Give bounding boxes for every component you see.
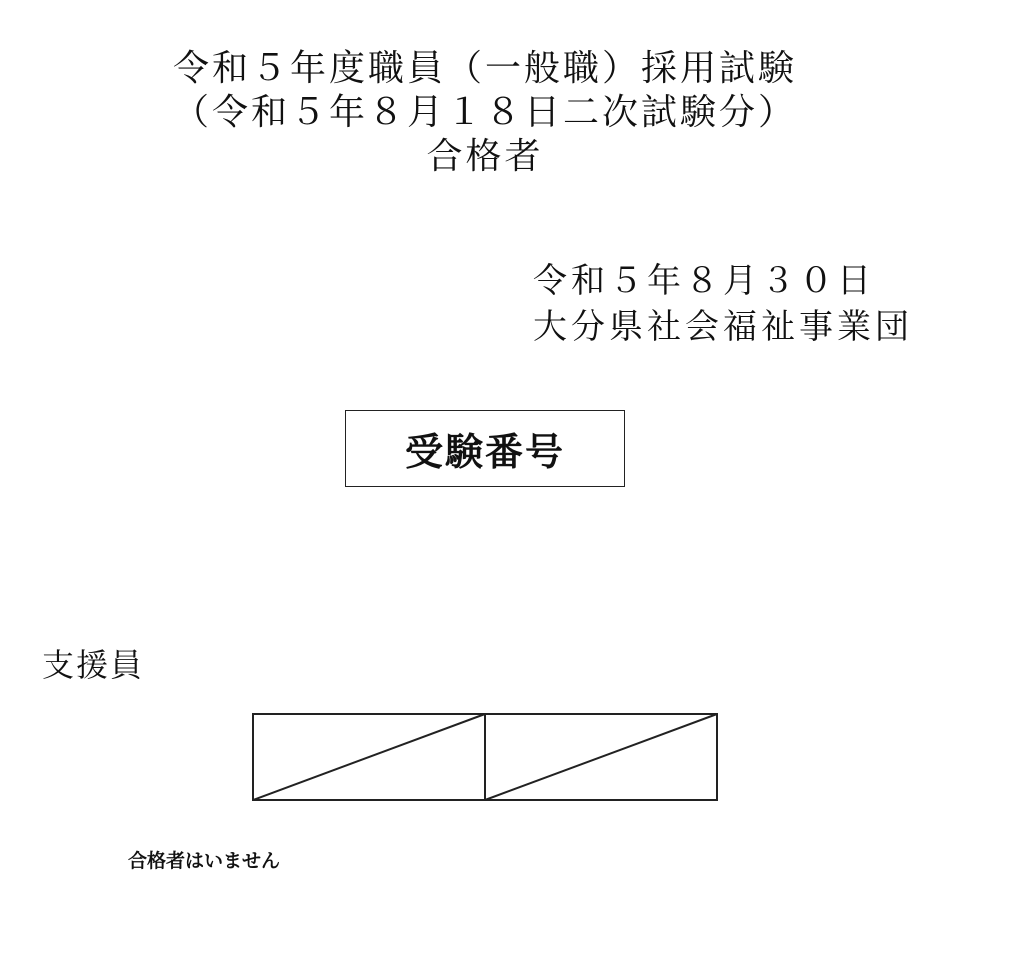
announcement-date: 令和５年８月３０日 (533, 261, 875, 301)
passer-number-table (252, 713, 722, 809)
issuer-organization: 大分県社会福祉事業団 (533, 307, 913, 347)
title-exam-date: （令和５年８月１８日二次試験分） (172, 92, 797, 133)
no-passers-note: 合格者はいません (128, 850, 281, 872)
title-exam-name: 令和５年度職員（一般職）採用試験 (172, 48, 797, 89)
exam-number-label: 受験番号 (404, 430, 565, 474)
title-passers: 合格者 (426, 136, 544, 177)
empty-cell-2-strike (485, 714, 717, 800)
issuer-block (533, 258, 913, 350)
empty-cell-1-strike (253, 714, 485, 800)
empty-number-grid (252, 713, 722, 805)
category-heading: 支援員 (42, 646, 145, 684)
exam-number-header (345, 410, 625, 487)
